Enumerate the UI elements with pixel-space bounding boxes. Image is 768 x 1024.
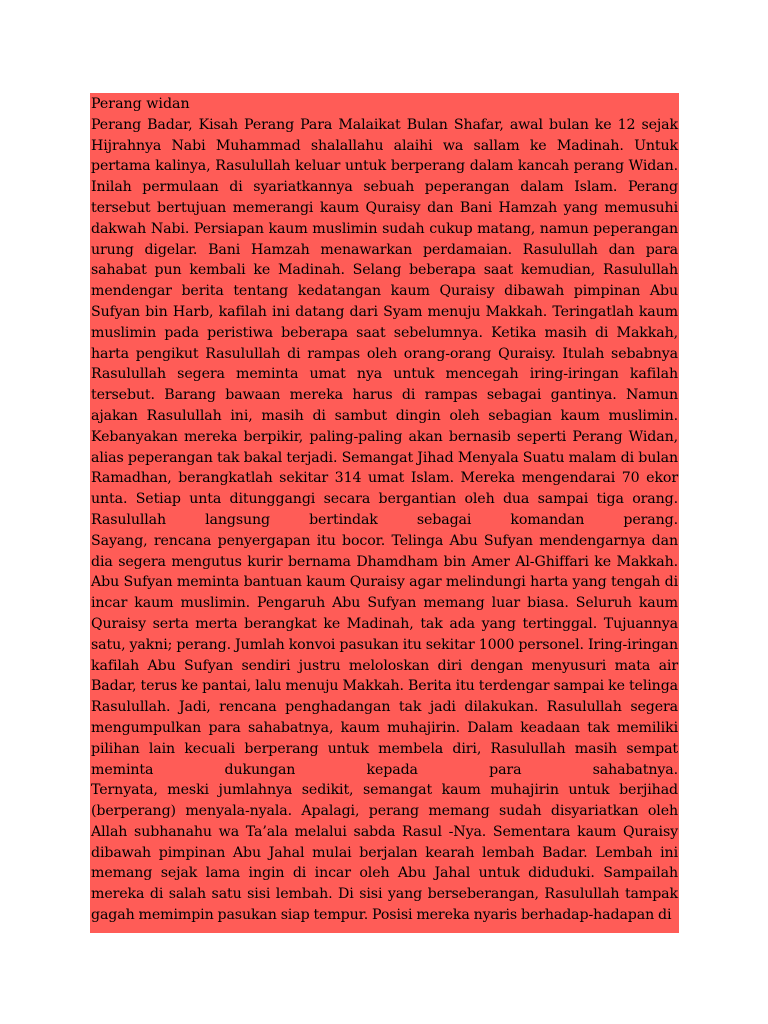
document-title: Perang widan [91,96,190,112]
document-text-block [90,93,679,933]
paragraph-1: Perang Badar, Kisah Perang Para Malaikat Bulan Shafar, awal bulan ke 12 sejak Hijrahnya Nabi Muhammad shalallahu alaihi wa sallam ke Madinah. Untuk pertama kalinya, Rasulullah keluar untuk berperang dalam kancah perang Widan. Inilah permulaan di syariatkannya sebuah peperangan dalam Islam. Perang tersebut bertujuan memerangi kaum Quraisy dan Bani Hamzah yang memusuhi dakwah Nabi. Persiapan kaum muslimin sudah cukup matang, namun peperangan urung digelar. Bani Hamzah menawarkan perdamaian. Rasulullah dan para sahabat pun kembali ke Madinah. Selang beberapa saat kemudian, Rasulullah mendengar berita tentang kedatangan kaum Quraisy dibawah pimpinan Abu Sufyan bin Harb, kafilah ini datang dari Syam menuju Makkah. Teringatlah kaum muslimin pada peristiwa beberapa saat sebelumnya. Ketika masih di Makkah, harta pengikut Rasulullah di rampas oleh orang-orang Quraisy. Itulah sebabnya Rasulullah segera meminta umat nya untuk mencegah iring-iringan kafilah tersebut. Barang bawaan mereka harus di rampas sebagai gantinya. Namun ajakan Rasulullah ini, masih di sambut dingin oleh sebagian kaum muslimin. Kebanyakan mereka berpikir, paling-paling akan bernasib seperti Perang Widan, alias peperangan tak bakal terjadi. Semangat Jihad Menyala Suatu malam di bulan Ramadhan, berangkatlah sekitar 314 umat Islam. Mereka mengendarai 70 ekor unta. Setiap unta ditunggangi secara bergantian oleh dua sampai tiga orang. Rasulullah langsung bertindak sebagai komandan perang. [91,116,678,528]
paragraph-3: Ternyata, meski jumlahnya sedikit, semangat kaum muhajirin untuk berjihad (berperang) menyala-nyala. Apalagi, perang memang sudah disyariatkan oleh Allah subhanahu wa Ta’ala melalui sabda Rasul -Nya. Sementara kaum Quraisy dibawah pimpinan Abu Jahal mulai berjalan kearah lembah Badar. Lembah ini memang sejak lama ingin di incar oleh Abu Jahal untuk diduduki. Sampailah mereka di salah satu sisi lembah. Di sisi yang berseberangan, Rasulullah tampak gagah memimpin pasukan siap tempur. Posisi mereka nyaris berhadap-hadapan di [91,782,678,924]
paragraph-2: Sayang, rencana penyergapan itu bocor. Telinga Abu Sufyan mendengarnya dan dia segera mengutus kurir bernama Dhamdham bin Amer Al-Ghiffari ke Makkah. Abu Sufyan meminta bantuan kaum Quraisy agar melindungi harta yang tengah di incar kaum muslimin. Pengaruh Abu Sufyan memang luar biasa. Seluruh kaum Quraisy serta merta berangkat ke Madinah, tak ada yang tertinggal. Tujuannya satu, yakni; perang. Jumlah konvoi pasukan itu sekitar 1000 personel. Iring-iringan kafilah Abu Sufyan sendiri justru meloloskan diri dengan menyusuri mata air Badar, terus ke pantai, lalu menuju Makkah. Berita itu terdengar sampai ke telinga Rasulullah. Jadi, rencana penghadangan tak jadi dilakukan. Rasulullah segera mengumpulkan para sahabatnya, kaum muhajirin. Dalam keadaan tak memiliki pilihan lain kecuali berperang untuk membela diri, Rasulullah masih sempat meminta dukungan kepada para sahabatnya. [91,532,678,778]
